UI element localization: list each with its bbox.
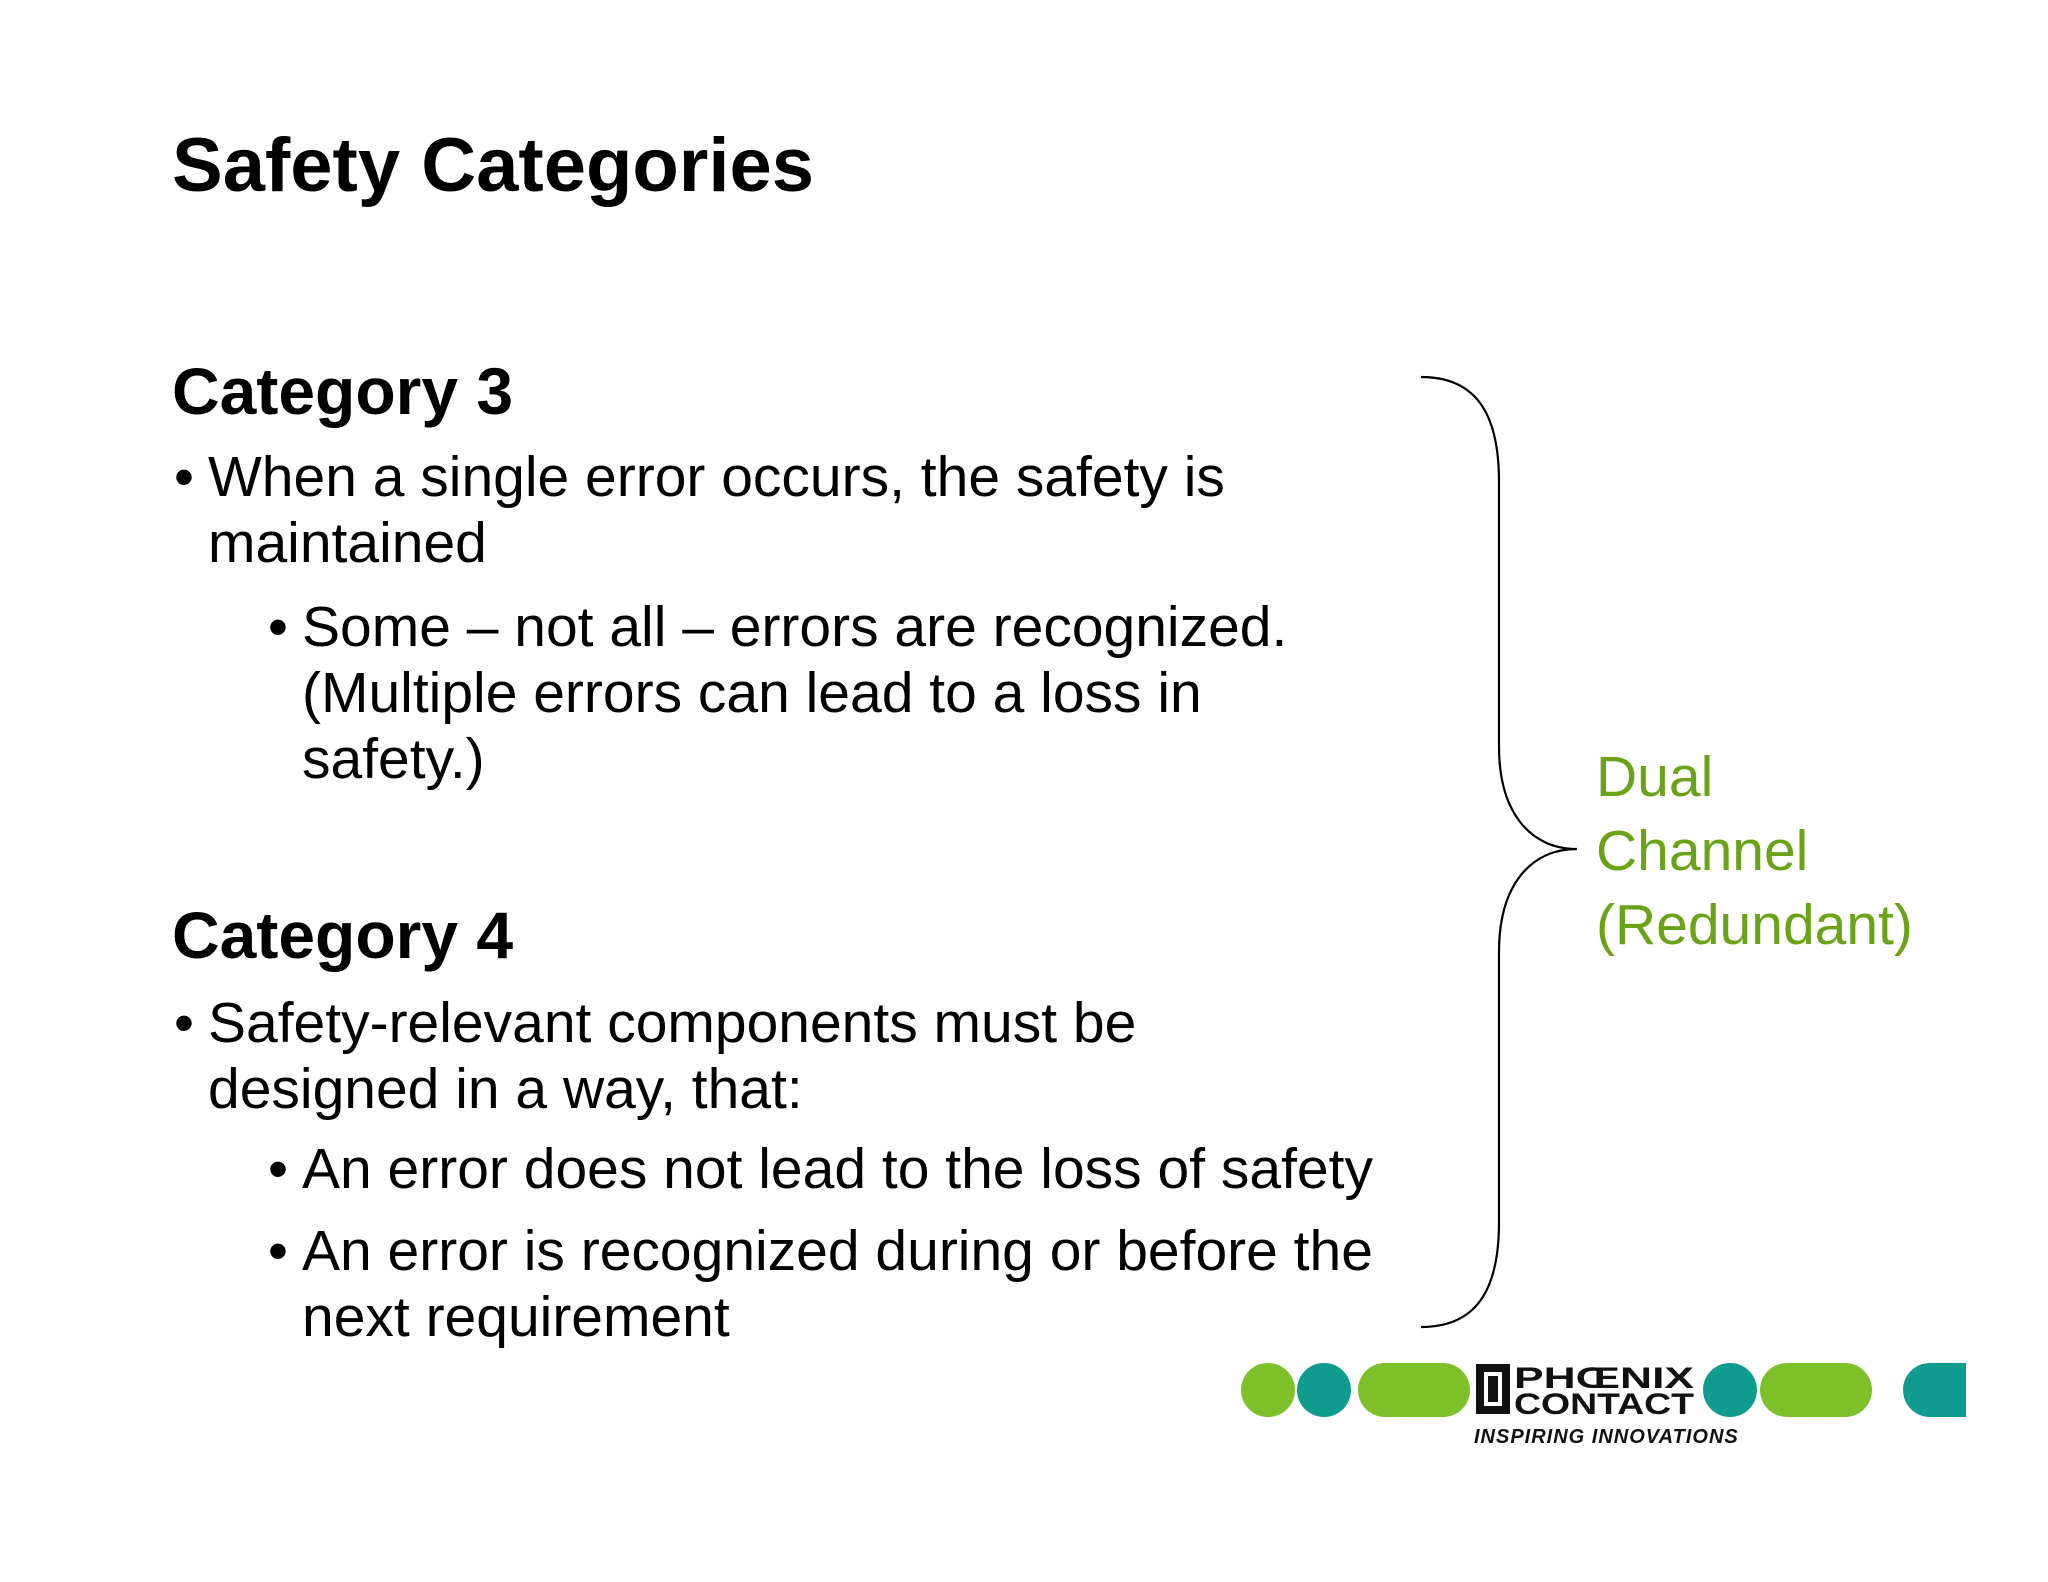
category-3-heading: Category 3 (172, 354, 514, 428)
side-note-line: Channel (1596, 819, 1809, 883)
bullet-line: An error does not lead to the loss of safety (302, 1137, 1373, 1201)
curly-brace-icon (1420, 372, 1580, 1332)
bullet-line: next requirement (302, 1285, 730, 1349)
bullet-icon: • (268, 1219, 288, 1283)
category-3-bullet (174, 444, 1225, 576)
category-4-heading: Category 4 (172, 898, 514, 972)
curly-brace-path (1421, 377, 1577, 1327)
bullet-line: Safety-relevant components must be (208, 991, 1137, 1055)
category-4-subbullet-2 (268, 1218, 1373, 1350)
logo-brand-line-1: PHŒNIX (1514, 1362, 1694, 1395)
bullet-icon: • (174, 991, 194, 1055)
logo-dot (1241, 1363, 1295, 1417)
category-4-bullet (174, 990, 1137, 1122)
bullet-line: designed in a way, that: (208, 1057, 803, 1121)
phoenix-contact-logo (1474, 1356, 1698, 1420)
logo-tagline: INSPIRING INNOVATIONS (1474, 1426, 1739, 1448)
bullet-line: An error is recognized during or before the (302, 1219, 1373, 1283)
logo-pill (1358, 1363, 1470, 1417)
slide-title: Safety Categories (172, 123, 815, 208)
bullet-line: Some – not all – errors are recognized. (302, 595, 1288, 659)
side-note-line: (Redundant) (1596, 893, 1913, 957)
bullet-line: (Multiple errors can lead to a loss in (302, 661, 1202, 725)
bullet-icon: • (268, 1137, 288, 1201)
bullet-line: When a single error occurs, the safety is (208, 445, 1225, 509)
logo-pill (1760, 1363, 1872, 1417)
logo-dot (1703, 1363, 1757, 1417)
logo-dot (1297, 1363, 1351, 1417)
bullet-icon: • (268, 595, 288, 659)
bullet-line: safety.) (302, 727, 485, 791)
category-4-subbullet-1 (268, 1136, 1373, 1202)
logo-brand-line-2: CONTACT (1514, 1388, 1694, 1420)
dual-channel-note (1596, 740, 1913, 962)
side-note-line: Dual (1596, 745, 1714, 809)
category-3-subbullet (268, 594, 1288, 792)
logo-mark-bar (1488, 1376, 1498, 1402)
bullet-line: maintained (208, 511, 487, 575)
logo-half-pill (1903, 1363, 1966, 1417)
bullet-icon: • (174, 445, 194, 509)
